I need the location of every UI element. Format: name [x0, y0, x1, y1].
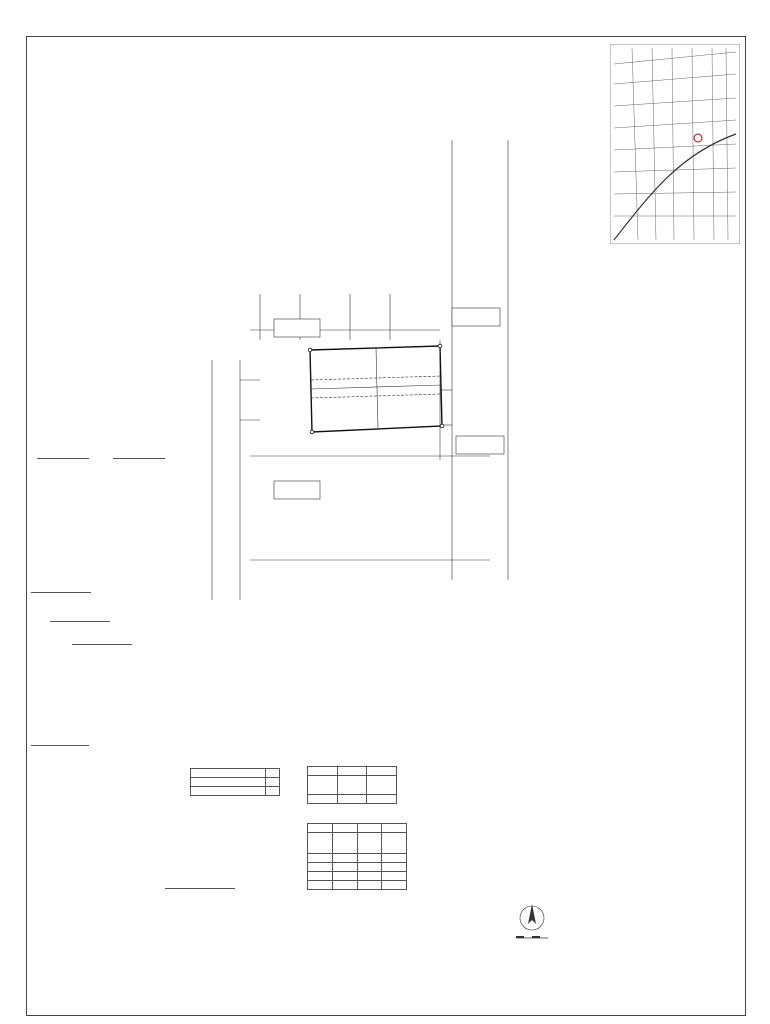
table-cell [266, 769, 280, 778]
table-row [308, 863, 407, 872]
table-cell [332, 824, 357, 833]
table-cell [308, 872, 333, 881]
table-cell [382, 824, 407, 833]
scale-bar-segment [516, 936, 524, 938]
table-row [308, 854, 407, 863]
table-cell [308, 767, 338, 776]
vicinity-map-frame [610, 44, 740, 244]
table-row [308, 767, 397, 776]
north-arrow [512, 900, 552, 960]
dedication-block [31, 42, 189, 48]
table-cell [308, 776, 338, 795]
print-name-line [50, 621, 110, 622]
table-cell [332, 833, 357, 854]
table-cell [357, 833, 382, 854]
table-cell [382, 872, 407, 881]
clerk-signature-line [165, 888, 235, 889]
table-cell [357, 824, 382, 833]
notary-signature-line [31, 592, 91, 593]
commission-line [72, 644, 132, 645]
north-arrow-icon [528, 904, 536, 924]
table-cell [332, 872, 357, 881]
table-cell [332, 854, 357, 863]
table-cell [308, 854, 333, 863]
table-cell [382, 863, 407, 872]
table-row [308, 872, 407, 881]
table-cell [332, 881, 357, 890]
signature-line-2 [113, 458, 165, 459]
table-cell [382, 833, 407, 854]
table-row [308, 776, 397, 795]
table-row [308, 881, 407, 890]
table-cell [266, 778, 280, 787]
table-cell [357, 854, 382, 863]
table-cell [337, 776, 367, 795]
table-cell [357, 863, 382, 872]
coordinate-box-se [456, 436, 504, 454]
corner-marker [440, 424, 444, 428]
table-cell [382, 881, 407, 890]
table-row [191, 778, 280, 787]
table-cell [191, 769, 266, 778]
table-cell [367, 776, 397, 795]
parking-table [190, 768, 280, 796]
table-cell [191, 778, 266, 787]
table-cell [337, 795, 367, 804]
coverage-table [307, 823, 407, 890]
surveyor-signature-line [31, 745, 89, 746]
table-cell [332, 863, 357, 872]
corner-marker [308, 348, 312, 352]
table-cell [357, 872, 382, 881]
shared-driveway-edge [311, 376, 441, 380]
signature-line-1 [37, 458, 89, 459]
table-cell [308, 863, 333, 872]
lot-line [311, 385, 441, 389]
table-cell [308, 881, 333, 890]
table-cell [308, 824, 333, 833]
general-notes [590, 267, 740, 757]
table-row [191, 769, 280, 778]
table-row [308, 795, 397, 804]
table-row [308, 833, 407, 854]
density-table [307, 766, 397, 804]
table-cell [308, 795, 338, 804]
lot-line [376, 348, 378, 429]
table-cell [367, 795, 397, 804]
table-cell [382, 854, 407, 863]
scale-bar-segment [532, 936, 540, 938]
coordinate-box-sw [274, 481, 320, 499]
plat-drawing [190, 40, 590, 760]
table-cell [191, 787, 266, 796]
coordinate-box-ne [452, 308, 500, 326]
shared-driveway-edge [311, 394, 441, 398]
corner-marker [310, 430, 314, 434]
table-cell [367, 767, 397, 776]
table-cell [337, 767, 367, 776]
table-row [308, 824, 407, 833]
table-cell [266, 787, 280, 796]
coordinate-box-nw [274, 319, 320, 337]
vicinity-map [610, 44, 740, 244]
table-cell [308, 833, 333, 854]
table-row [191, 787, 280, 796]
table-cell [357, 881, 382, 890]
corner-marker [438, 344, 442, 348]
